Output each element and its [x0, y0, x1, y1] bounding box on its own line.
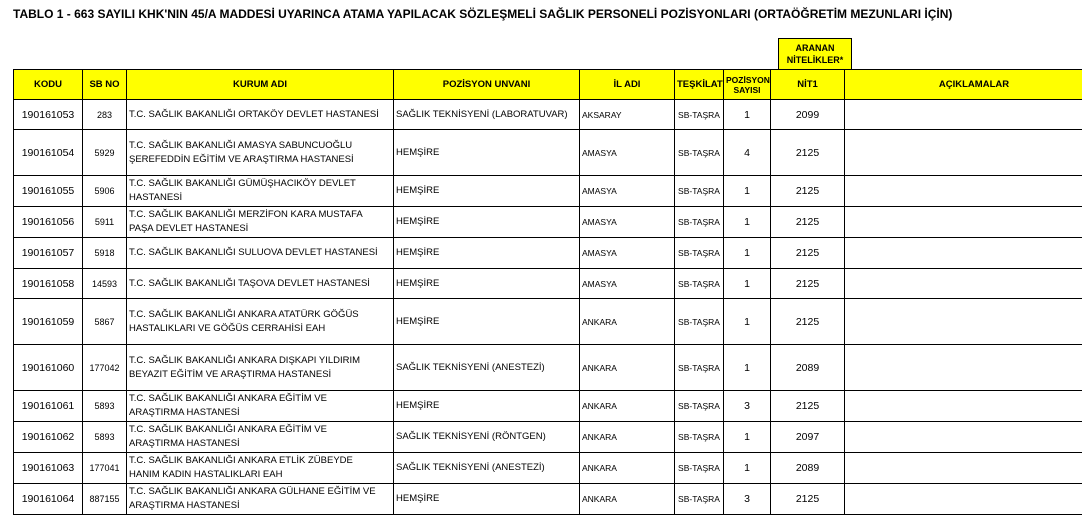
teskilat-cell: SB-TAŞRA	[675, 299, 724, 345]
kurum-adi-cell	[127, 207, 394, 238]
kurum-line-2: HASTALIKLARI VE GÖĞÜS CERRAHİSİ EAH	[129, 322, 326, 334]
aranan-label: ARANAN	[795, 43, 835, 53]
kodu-cell: 190161053	[14, 100, 83, 130]
table-row	[14, 269, 1082, 299]
kurum-line-2: BEYAZIT EĞİTİM VE ARAŞTIRMA HASTANESİ	[129, 368, 332, 380]
header-aciklamalar: AÇIKLAMALAR	[845, 70, 1082, 100]
kurum-line-1: T.C. SAĞLIK BAKANLIĞI ANKARA GÜLHANE EĞİTİM VE	[129, 486, 376, 497]
header-kurum-adi: KURUM ADI	[127, 70, 394, 100]
teskilat-cell: SB-TAŞRA	[675, 391, 724, 422]
nit1-cell: 2125	[771, 269, 845, 299]
kodu-cell: 190161060	[14, 345, 83, 391]
pozisyon-sayisi-cell: 1	[724, 453, 771, 484]
teskilat-cell: SB-TAŞRA	[675, 176, 724, 207]
sb-no-cell: 283	[83, 100, 127, 130]
header-sb-no: SB NO	[83, 70, 127, 100]
il-adi-cell: ANKARA	[580, 391, 675, 422]
kodu-cell: 190161055	[14, 176, 83, 207]
table-row	[14, 130, 1082, 176]
header-nit1: NİT1	[771, 70, 845, 100]
pozisyon-unvani-cell: SAĞLIK TEKNİSYENİ (ANESTEZİ)	[394, 345, 580, 391]
positions-table	[13, 69, 1082, 515]
nitelikler-label: NİTELİKLER*	[786, 55, 844, 65]
nit1-cell: 2089	[771, 453, 845, 484]
aciklama-cell	[845, 207, 1082, 238]
il-adi-cell: ANKARA	[580, 345, 675, 391]
sb-no-cell: 177041	[83, 453, 127, 484]
kurum-adi-cell	[127, 100, 394, 130]
sb-no-cell: 5867	[83, 299, 127, 345]
kurum-line-2: ARAŞTIRMA HASTANESİ	[129, 500, 240, 511]
aciklama-cell	[845, 100, 1082, 130]
kurum-adi-cell	[127, 269, 394, 299]
header-teskilat: TEŞKİLAT	[675, 70, 724, 100]
teskilat-cell: SB-TAŞRA	[675, 207, 724, 238]
table-row	[14, 345, 1082, 391]
header-sayisi-label: SAYISI	[733, 84, 761, 95]
pozisyon-sayisi-cell: 1	[724, 238, 771, 269]
il-adi-cell: AMASYA	[580, 207, 675, 238]
nit1-cell: 2125	[771, 207, 845, 238]
aciklama-cell	[845, 130, 1082, 176]
kurum-line-1: T.C. SAĞLIK BAKANLIĞI SULUOVA DEVLET HASTANESİ	[129, 247, 378, 258]
kurum-line-2: HANIM KADIN HASTALIKLARI EAH	[129, 469, 283, 480]
table-row	[14, 238, 1082, 269]
aranan-nitelikler-header	[778, 38, 852, 70]
kurum-line-1: T.C. SAĞLIK BAKANLIĞI ANKARA ETLİK ZÜBEYDE	[129, 455, 353, 466]
pozisyon-unvani-cell: HEMŞİRE	[394, 130, 580, 176]
pozisyon-unvani-cell: SAĞLIK TEKNİSYENİ (ANESTEZİ)	[394, 453, 580, 484]
il-adi-cell: ANKARA	[580, 484, 675, 515]
kurum-line-2: HASTANESİ	[129, 192, 183, 203]
pozisyon-sayisi-cell: 1	[724, 207, 771, 238]
kurum-line-2: ŞEREFEDDİN EĞİTİM VE ARAŞTIRMA HASTANESİ	[129, 153, 354, 165]
aciklama-cell	[845, 176, 1082, 207]
table-row	[14, 453, 1082, 484]
aciklama-cell	[845, 238, 1082, 269]
sb-no-cell: 5893	[83, 391, 127, 422]
aciklama-cell	[845, 299, 1082, 345]
teskilat-cell: SB-TAŞRA	[675, 484, 724, 515]
pozisyon-unvani-cell: HEMŞİRE	[394, 207, 580, 238]
kurum-line-1: T.C. SAĞLIK BAKANLIĞI ORTAKÖY DEVLET HASTANESİ	[129, 108, 379, 120]
aciklama-cell	[845, 453, 1082, 484]
il-adi-cell: ANKARA	[580, 422, 675, 453]
sb-no-cell: 5918	[83, 238, 127, 269]
pozisyon-unvani-cell: HEMŞİRE	[394, 391, 580, 422]
teskilat-cell: SB-TAŞRA	[675, 345, 724, 391]
sb-no-cell: 887155	[83, 484, 127, 515]
sb-no-cell: 177042	[83, 345, 127, 391]
kurum-line-1: T.C. SAĞLIK BAKANLIĞI ANKARA EĞİTİM VE	[129, 393, 327, 404]
pozisyon-unvani-cell: SAĞLIK TEKNİSYENİ (RÖNTGEN)	[394, 422, 580, 453]
header-il-adi: İL ADI	[580, 70, 675, 100]
kurum-line-1: T.C. SAĞLIK BAKANLIĞI MERZİFON KARA MUSTAFA	[129, 209, 363, 220]
kurum-line-1: T.C. SAĞLIK BAKANLIĞI TAŞOVA DEVLET HASTANESİ	[129, 277, 370, 289]
pozisyon-sayisi-cell: 1	[724, 299, 771, 345]
pozisyon-sayisi-cell: 1	[724, 269, 771, 299]
sb-no-cell: 5893	[83, 422, 127, 453]
kurum-adi-cell	[127, 345, 394, 391]
kurum-adi-cell	[127, 422, 394, 453]
nit1-cell: 2125	[771, 130, 845, 176]
kurum-adi-cell	[127, 391, 394, 422]
kodu-cell: 190161061	[14, 391, 83, 422]
il-adi-cell: ANKARA	[580, 453, 675, 484]
nit1-cell: 2125	[771, 176, 845, 207]
kodu-cell: 190161062	[14, 422, 83, 453]
teskilat-cell: SB-TAŞRA	[675, 422, 724, 453]
pozisyon-unvani-cell: HEMŞİRE	[394, 269, 580, 299]
header-kodu: KODU	[14, 70, 83, 100]
kurum-line-2: ARAŞTIRMA HASTANESİ	[129, 407, 240, 418]
header-row	[14, 70, 1082, 100]
pozisyon-sayisi-cell: 1	[724, 345, 771, 391]
kurum-line-1: T.C. SAĞLIK BAKANLIĞI AMASYA SABUNCUOĞLU	[129, 139, 353, 151]
aciklama-cell	[845, 391, 1082, 422]
il-adi-cell: AKSARAY	[580, 100, 675, 130]
pozisyon-sayisi-cell: 3	[724, 484, 771, 515]
pozisyon-sayisi-cell: 4	[724, 130, 771, 176]
table-title: TABLO 1 - 663 SAYILI KHK'NIN 45/A MADDESİ UYARINCA ATAMA YAPILACAK SÖZLEŞMELİ SAĞLIK PERSONELİ POZİSYONLARI (ORTAÖĞRETİM MEZUNLARI İÇİN)	[13, 7, 953, 21]
pozisyon-unvani-cell: HEMŞİRE	[394, 238, 580, 269]
table-row	[14, 422, 1082, 453]
pozisyon-unvani-cell: HEMŞİRE	[394, 299, 580, 345]
pozisyon-sayisi-cell: 1	[724, 100, 771, 130]
aciklama-cell	[845, 269, 1082, 299]
nit1-cell: 2089	[771, 345, 845, 391]
teskilat-cell: SB-TAŞRA	[675, 269, 724, 299]
teskilat-cell: SB-TAŞRA	[675, 238, 724, 269]
kurum-line-1: T.C. SAĞLIK BAKANLIĞI GÜMÜŞHACIKÖY DEVLET	[129, 178, 356, 189]
kodu-cell: 190161057	[14, 238, 83, 269]
kurum-adi-cell	[127, 484, 394, 515]
nit1-cell: 2097	[771, 422, 845, 453]
sb-no-cell: 14593	[83, 269, 127, 299]
pozisyon-unvani-cell: HEMŞİRE	[394, 176, 580, 207]
table-row	[14, 100, 1082, 130]
header-pozisyon-sayisi	[724, 70, 771, 100]
il-adi-cell: ANKARA	[580, 299, 675, 345]
il-adi-cell: AMASYA	[580, 130, 675, 176]
pozisyon-sayisi-cell: 3	[724, 391, 771, 422]
sb-no-cell: 5906	[83, 176, 127, 207]
kodu-cell: 190161063	[14, 453, 83, 484]
header-pozisyon-unvani: POZİSYON UNVANI	[394, 70, 580, 100]
pozisyon-sayisi-cell: 1	[724, 422, 771, 453]
il-adi-cell: AMASYA	[580, 176, 675, 207]
kurum-adi-cell	[127, 130, 394, 176]
header-pozisyon-label: POZİSYON	[726, 74, 770, 85]
il-adi-cell: AMASYA	[580, 269, 675, 299]
kurum-adi-cell	[127, 238, 394, 269]
nit1-cell: 2125	[771, 238, 845, 269]
teskilat-cell: SB-TAŞRA	[675, 100, 724, 130]
aciklama-cell	[845, 345, 1082, 391]
kurum-line-1: T.C. SAĞLIK BAKANLIĞI ANKARA DIŞKAPI YILDIRIM	[129, 354, 361, 366]
table-row	[14, 484, 1082, 515]
pozisyon-unvani-cell: HEMŞİRE	[394, 484, 580, 515]
kurum-adi-cell	[127, 453, 394, 484]
kodu-cell: 190161054	[14, 130, 83, 176]
table-row	[14, 176, 1082, 207]
kodu-cell: 190161058	[14, 269, 83, 299]
nit1-cell: 2099	[771, 100, 845, 130]
nit1-cell: 2125	[771, 299, 845, 345]
kodu-cell: 190161059	[14, 299, 83, 345]
nit1-cell: 2125	[771, 484, 845, 515]
kurum-adi-cell	[127, 299, 394, 345]
kodu-cell: 190161056	[14, 207, 83, 238]
kodu-cell: 190161064	[14, 484, 83, 515]
teskilat-cell: SB-TAŞRA	[675, 130, 724, 176]
aciklama-cell	[845, 422, 1082, 453]
sb-no-cell: 5929	[83, 130, 127, 176]
sb-no-cell: 5911	[83, 207, 127, 238]
nit1-cell: 2125	[771, 391, 845, 422]
table-row	[14, 391, 1082, 422]
table-row	[14, 207, 1082, 238]
kurum-line-2: PAŞA DEVLET HASTANESİ	[129, 223, 249, 234]
kurum-line-2: ARAŞTIRMA HASTANESİ	[129, 438, 240, 449]
kurum-line-1: T.C. SAĞLIK BAKANLIĞI ANKARA EĞİTİM VE	[129, 424, 327, 435]
pozisyon-sayisi-cell: 1	[724, 176, 771, 207]
pozisyon-unvani-cell: SAĞLIK TEKNİSYENİ (LABORATUVAR)	[394, 100, 580, 130]
kurum-adi-cell	[127, 176, 394, 207]
aciklama-cell	[845, 484, 1082, 515]
kurum-line-1: T.C. SAĞLIK BAKANLIĞI ANKARA ATATÜRK GÖĞÜS	[129, 308, 359, 320]
table-row	[14, 299, 1082, 345]
teskilat-cell: SB-TAŞRA	[675, 453, 724, 484]
il-adi-cell: AMASYA	[580, 238, 675, 269]
